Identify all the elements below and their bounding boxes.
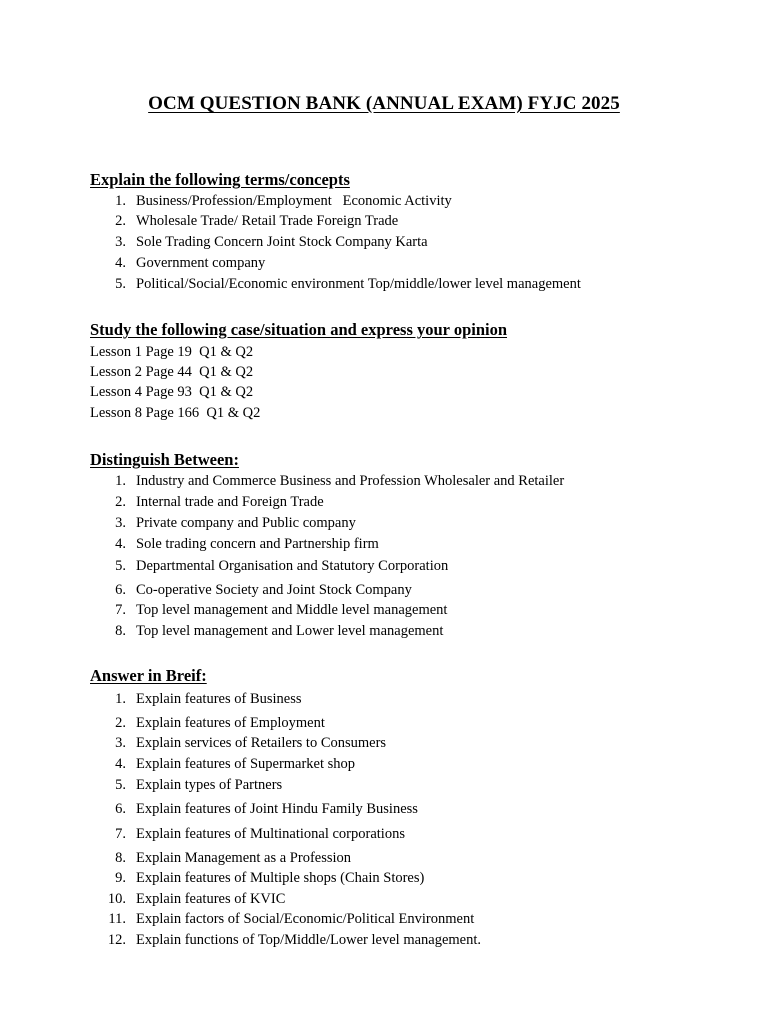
list-number: 3. xyxy=(115,234,126,250)
list-item: Explain features of Supermarket shop xyxy=(136,756,356,772)
list-item: Private company and Public company xyxy=(136,515,356,531)
list-number: 10. xyxy=(107,891,126,907)
list-number: 3. xyxy=(115,515,126,531)
list-item: Top level management and Middle level management xyxy=(136,602,448,618)
list-item: Co-operative Society and Joint Stock Company xyxy=(136,582,412,598)
list-number: 1. xyxy=(115,473,126,489)
list-item: Sole trading concern and Partnership firm xyxy=(136,536,379,552)
list-item: Explain features of Multiple shops (Chain Stores) xyxy=(136,870,425,886)
list-item: Explain functions of Top/Middle/Lower level management. xyxy=(136,932,482,948)
list-item: Explain services of Retailers to Consumers xyxy=(136,735,387,751)
list-item: Explain features of Business xyxy=(136,691,302,707)
list-item: Explain Management as a Profession xyxy=(136,850,352,866)
list-item: Top level management and Lower level management xyxy=(136,623,444,639)
list-number: 8. xyxy=(115,850,126,866)
list-number: 2. xyxy=(115,494,126,510)
list-item: Departmental Organisation and Statutory Corporation xyxy=(136,558,449,574)
list-item: Explain types of Partners xyxy=(136,777,283,793)
list-number: 5. xyxy=(115,276,126,292)
page-title: OCM QUESTION BANK (ANNUAL EXAM) FYJC 2025 xyxy=(148,93,620,114)
list-number: 2. xyxy=(115,715,126,731)
list-item: Political/Social/Economic environment Top/middle/lower level management xyxy=(136,276,581,292)
list-number: 5. xyxy=(115,777,126,793)
list-number: 6. xyxy=(115,582,126,598)
list-item: Sole Trading Concern Joint Stock Company Karta xyxy=(136,234,428,250)
list-item: Internal trade and Foreign Trade xyxy=(136,494,324,510)
list-item: Explain features of Multinational corporations xyxy=(136,826,405,842)
list-item: Explain factors of Social/Economic/Political Environment xyxy=(136,911,475,927)
list-item: Business/Profession/Employment Economic Activity xyxy=(136,193,452,209)
list-number: 9. xyxy=(115,870,126,886)
list-number: 8. xyxy=(115,623,126,639)
section-heading-distinguish: Distinguish Between: xyxy=(90,450,239,469)
section-heading-terms: Explain the following terms/concepts xyxy=(90,170,350,189)
list-item: Wholesale Trade/ Retail Trade Foreign Trade xyxy=(136,213,399,229)
list-number: 4. xyxy=(115,255,126,271)
list-number: 6. xyxy=(115,801,126,817)
list-number: 5. xyxy=(115,558,126,574)
list-number: 4. xyxy=(115,756,126,772)
lesson-line: Lesson 8 Page 166 Q1 & Q2 xyxy=(90,405,261,421)
list-number: 1. xyxy=(115,193,126,209)
list-number: 2. xyxy=(115,213,126,229)
lesson-line: Lesson 2 Page 44 Q1 & Q2 xyxy=(90,364,254,380)
list-item: Explain features of KVIC xyxy=(136,891,286,907)
list-item: Government company xyxy=(136,255,266,271)
list-item: Explain features of Joint Hindu Family Business xyxy=(136,801,418,817)
list-number: 4. xyxy=(115,536,126,552)
list-number: 3. xyxy=(115,735,126,751)
list-item: Explain features of Employment xyxy=(136,715,325,731)
lesson-line: Lesson 1 Page 19 Q1 & Q2 xyxy=(90,344,254,360)
lesson-line: Lesson 4 Page 93 Q1 & Q2 xyxy=(90,384,254,400)
list-number: 7. xyxy=(115,826,126,842)
list-item: Industry and Commerce Business and Profession Wholesaler and Retailer xyxy=(136,473,565,489)
list-number: 1. xyxy=(115,691,126,707)
section-heading-brief: Answer in Breif: xyxy=(90,666,207,685)
list-number: 7. xyxy=(115,602,126,618)
section-heading-cases: Study the following case/situation and express your opinion xyxy=(90,320,508,339)
list-number: 12. xyxy=(107,932,126,948)
list-number: 11. xyxy=(108,911,126,927)
